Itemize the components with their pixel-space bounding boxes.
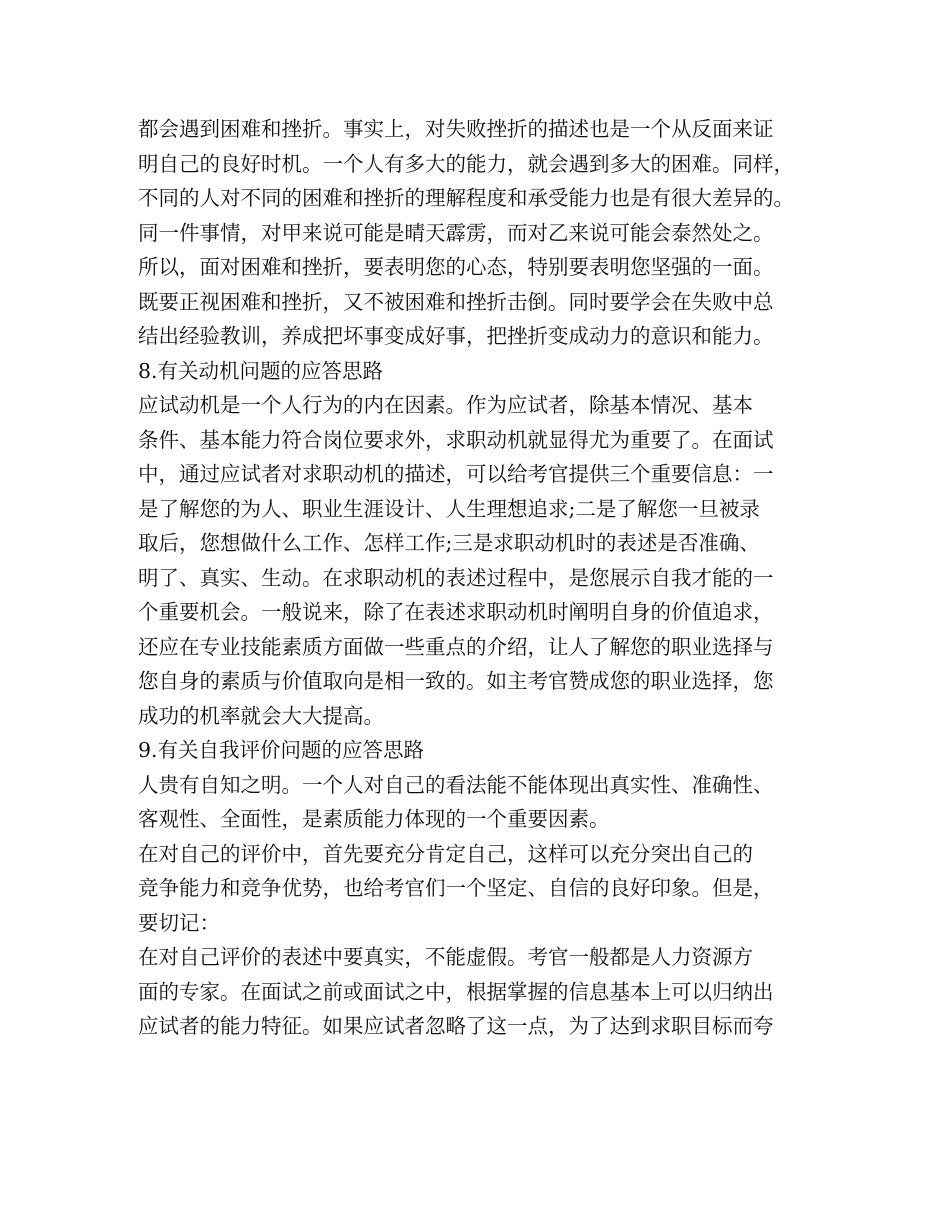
- text-line: 客观性、全面性，是素质能力体现的一个重要因素。: [138, 807, 610, 831]
- text-line: 取后，您想做什么工作、怎样工作;三是求职动机时的表述是否准确、: [138, 531, 760, 555]
- body-text: [138, 112, 828, 1044]
- text-line: 明了、真实、生动。在求职动机的表述过程中，是您展示自我才能的一: [138, 565, 774, 590]
- text-line: 既要正视困难和挫折，又不被困难和挫折击倒。同时要学会在失败中总: [138, 289, 774, 314]
- text-line: 个重要机会。一般说来，除了在表述求职动机时阐明自身的价值追求，: [138, 600, 774, 624]
- text-line: 是了解您的为人、职业生涯设计、人生理想追求;二是了解您一旦被录: [138, 496, 760, 521]
- text-line: 还应在专业技能素质方面做一些重点的介绍，让人了解您的职业选择与: [138, 634, 774, 659]
- section-heading: 9.有关自我评价问题的应答思路: [138, 738, 425, 762]
- text-line: 竞争能力和竞争优势，也给考官们一个坚定、自信的良好印象。但是，: [138, 876, 774, 900]
- text-line: 面的专家。在面试之前或面试之中，根据掌握的信息基本上可以归纳出: [138, 979, 774, 1004]
- text-line: 所以，面对困难和挫折，要表明您的心态，特别要表明您坚强的一面。: [138, 255, 774, 279]
- text-line: 在对自己的评价中，首先要充分肯定自己，这样可以充分突出自己的: [138, 841, 753, 866]
- text-line: 成功的机率就会大大提高。: [138, 703, 384, 728]
- section-heading: 8.有关动机问题的应答思路: [138, 358, 384, 383]
- text-line: 明自己的良好时机。一个人有多大的能力，就会遇到多大的困难。同样，: [138, 151, 794, 176]
- text-line: 您自身的素质与价值取向是相一致的。如主考官赞成您的职业选择，您: [138, 669, 774, 693]
- text-line: 同一件事情，对甲来说可能是晴天霹雳，而对乙来说可能会泰然处之。: [138, 220, 774, 245]
- text-line: 要切记：: [138, 910, 220, 935]
- text-line: 不同的人对不同的困难和挫折的理解程度和承受能力也是有很大差异的。: [138, 186, 794, 210]
- text-line: 人贵有自知之明。一个人对自己的看法能不能体现出真实性、准确性、: [138, 772, 774, 797]
- text-line: 应试者的能力特征。如果应试者忽略了这一点，为了达到求职目标而夸: [138, 1014, 774, 1038]
- text-line: 都会遇到困难和挫折。事实上，对失败挫折的描述也是一个从反面来证: [138, 117, 774, 141]
- text-line: 中，通过应试者对求职动机的描述，可以给考官提供三个重要信息：一: [138, 462, 774, 486]
- text-line: 条件、基本能力符合岗位要求外，求职动机就显得尤为重要了。在面试: [138, 427, 774, 452]
- text-line: 在对自己评价的表述中要真实，不能虚假。考官一般都是人力资源方: [138, 945, 753, 969]
- text-line: 结出经验教训，养成把坏事变成好事，把挫折变成动力的意识和能力。: [138, 324, 774, 348]
- text-line: 应试动机是一个人行为的内在因素。作为应试者，除基本情况、基本: [138, 393, 753, 417]
